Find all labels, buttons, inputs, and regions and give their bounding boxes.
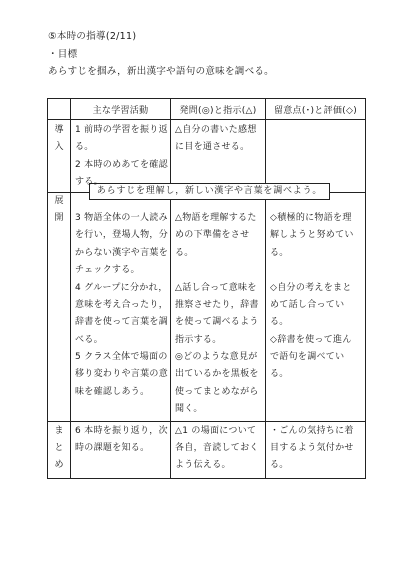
header-questions: 発問(◎)と指示(△): [171, 99, 266, 120]
activity-line: 移り変わりや言葉の意: [75, 369, 169, 380]
activities-cell: [71, 421, 171, 478]
note-line: ◇辞書を使って進ん: [270, 334, 352, 345]
activity-item: [75, 349, 170, 401]
note-item: [270, 280, 365, 332]
question-line: を使って調べるよう: [175, 317, 259, 328]
stage-cell: [48, 192, 71, 421]
stage-label: 導入: [54, 125, 64, 153]
goal-label: ・目標: [48, 49, 78, 60]
activity-line: チェックする。: [75, 265, 140, 276]
row-summary: [48, 421, 366, 478]
question-line: 各自，音読しておく: [175, 442, 259, 453]
note-item: [270, 332, 365, 384]
note-item: [270, 210, 365, 262]
note-line: ◇自分の考えをまと: [270, 282, 352, 293]
note-line: る。: [270, 247, 289, 258]
notes-cell: [266, 192, 366, 421]
activity-item: [75, 280, 170, 350]
header-activities: 主な学習活動: [71, 99, 171, 120]
question-item: [175, 349, 265, 419]
note-line: ◇積極的に物語を理: [270, 212, 352, 223]
question-item: [175, 122, 265, 157]
stage-cell: [48, 120, 71, 193]
activity-line: 3 物語全体の一人読み: [75, 212, 168, 223]
activity-line: 2 本時のめあてを確認: [75, 159, 168, 170]
note-line: 解しようと努めてい: [270, 230, 354, 241]
question-line: に目を通させる。: [175, 142, 250, 153]
activity-line: 味を確認しあう。: [75, 386, 150, 397]
note-line: ・ごんの気持ちに着: [270, 425, 354, 436]
question-line: 推察させたり，辞書: [175, 299, 259, 310]
question-line: 聞く。: [175, 404, 203, 415]
note-line: めて話し合ってい: [270, 299, 345, 310]
questions-cell: [171, 421, 266, 478]
activity-item: [75, 122, 170, 157]
activity-line: 1 前時の学習を振り返: [75, 125, 168, 135]
activity-item: [75, 157, 170, 192]
activities-cell: [71, 120, 171, 193]
note-line: 目するよう気付かせ: [270, 442, 354, 453]
goal-text: あらすじを掴み，新出漢字や語句の意味を調べる。: [48, 66, 274, 77]
stage-label: まとめ: [54, 425, 64, 471]
page-title: ⑤本時の指導(2/11): [48, 31, 137, 42]
activity-line: べる。: [75, 334, 103, 345]
activity-line: を行い，登場人物，分: [75, 230, 169, 241]
activity-line: 時の課題を知る。: [75, 442, 150, 453]
row-development: [48, 192, 366, 421]
activity-line: る。: [75, 142, 94, 153]
question-line: る。: [175, 247, 194, 258]
activity-item: [75, 210, 170, 280]
question-item: [175, 210, 265, 262]
note-line: る。: [270, 460, 289, 471]
question-line: 出ているかを黒板を: [175, 369, 259, 380]
activity-item: [75, 423, 170, 458]
question-line: めの下準備をさせ: [175, 230, 250, 241]
activity-line: する。: [75, 177, 103, 188]
question-item: [175, 280, 265, 350]
activities-cell: [71, 192, 171, 421]
question-line: 使ってまとめながら: [175, 386, 259, 397]
question-line: ◎どのような意見が: [175, 352, 258, 363]
note-item: [270, 423, 365, 475]
questions-cell: [171, 192, 266, 421]
question-line: △話し合って意味を: [175, 282, 257, 293]
activity-line: からない漢字や言葉を: [75, 247, 169, 258]
activity-line: 5 クラス全体で場面の: [75, 352, 168, 363]
activity-line: 6 本時を振り返り，次: [75, 425, 168, 436]
question-line: △物語を理解するた: [175, 212, 257, 223]
note-line: る。: [270, 369, 289, 380]
notes-cell: [266, 421, 366, 478]
table-header-row: [48, 99, 366, 120]
question-line: 指示する。: [175, 334, 222, 345]
activity-line: 辞書を使って言葉を調: [75, 317, 169, 328]
activity-line: 4 グループに分かれ，: [75, 282, 168, 293]
question-line: △自分の書いた感想: [175, 125, 257, 135]
header-notes: 留意点(･)と評価(◇): [266, 99, 366, 120]
stage-cell: [48, 421, 71, 478]
question-line: よう伝える。: [175, 460, 231, 471]
question-line: △1 の場面について: [175, 425, 257, 436]
lesson-aim-banner: あらすじを理解し，新しい漢字や言葉を調べよう。: [89, 183, 330, 200]
stage-label: 展開: [54, 195, 64, 223]
header-stage: [48, 99, 71, 120]
lesson-plan-table: [47, 98, 366, 479]
note-line: る。: [270, 317, 289, 328]
questions-cell: [171, 120, 266, 193]
note-line: で語句を調べてい: [270, 352, 345, 363]
question-item: [175, 423, 265, 475]
activity-line: 意味を考え合ったり，: [75, 299, 169, 310]
row-introduction: [48, 120, 366, 193]
notes-cell: [266, 120, 366, 193]
